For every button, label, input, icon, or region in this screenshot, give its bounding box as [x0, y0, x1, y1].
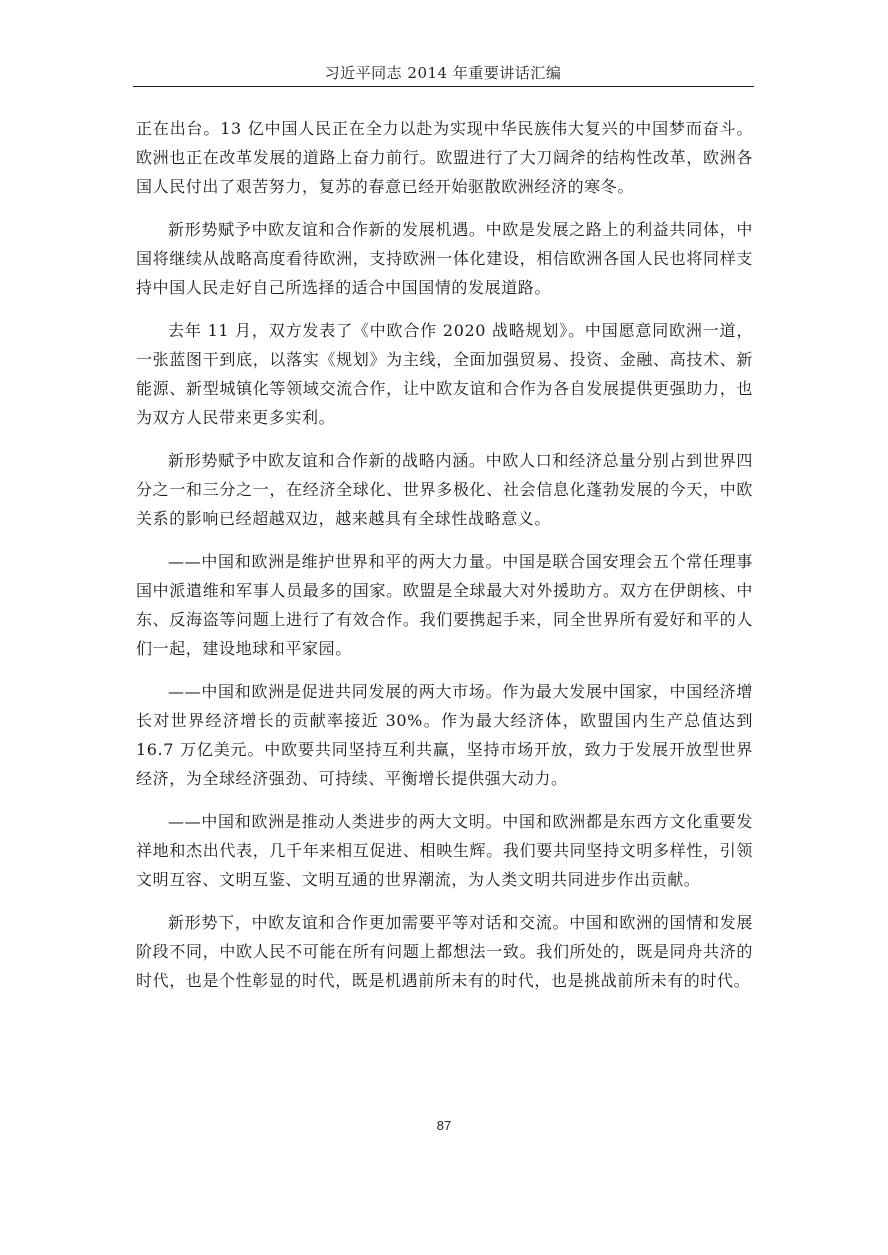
paragraph-6: ——中国和欧洲是促进共同发展的两大市场。作为最大发展中国家，中国经济增长对世界经济增长的贡献率接近 30%。作为最大经济体，欧盟国内生产总值达到 16.7 万亿美元。中欧要共同坚持互利共赢，坚持市场开放，致力于发展开放型世界经济，为全球经济强劲、可持续、平衡增长提供强大动力。: [136, 682, 753, 788]
page-number: 87: [436, 1118, 452, 1133]
header-divider: [133, 86, 754, 87]
paragraph-4: 新形势赋予中欧友谊和合作新的战略内涵。中欧人口和经济总量分别占到世界四分之一和三分之一，在经济全球化、世界多极化、社会信息化蓬勃发展的今天，中欧关系的影响已经超越双边，越来越具有全球性战略意义。: [136, 451, 753, 528]
document-body: [136, 114, 753, 1009]
running-header: 习近平同志 2014 年重要讲话汇编: [324, 64, 562, 82]
paragraph-1: 正在出台。13 亿中国人民正在全力以赴为实现中华民族伟大复兴的中国梦而奋斗。欧洲也正在改革发展的道路上奋力前行。欧盟进行了大刀阔斧的结构性改革，欧洲各国人民付出了艰苦努力，复苏的春意已经开始驱散欧洲经济的寒冬。: [136, 119, 753, 196]
paragraph-7: ——中国和欧洲是推动人类进步的两大文明。中国和欧洲都是东西方文化重要发祥地和杰出代表，几千年来相互促进、相映生辉。我们要共同坚持文明多样性，引领文明互容、文明互鉴、文明互通的世界潮流，为人类文明共同进步作出贡献。: [136, 812, 753, 889]
paragraph-3: 去年 11 月，双方发表了《中欧合作 2020 战略规划》。中国愿意同欧洲一道，一张蓝图干到底，以落实《规划》为主线，全面加强贸易、投资、金融、高技术、新能源、新型城镇化等领域交流合作，让中欧友谊和合作为各自发展提供更强助力，也为双方人民带来更多实利。: [136, 321, 753, 427]
paragraph-2: 新形势赋予中欧友谊和合作新的发展机遇。中欧是发展之路上的利益共同体，中国将继续从战略高度看待欧洲，支持欧洲一体化建设，相信欧洲各国人民也将同样支持中国人民走好自己所选择的适合中国国情的发展道路。: [136, 220, 753, 297]
paragraph-5: ——中国和欧洲是维护世界和平的两大力量。中国是联合国安理会五个常任理事国中派遣维和军事人员最多的国家。欧盟是全球最大对外援助方。双方在伊朗核、中东、反海盗等问题上进行了有效合作。我们要携起手来，同全世界所有爱好和平的人们一起，建设地球和平家园。: [136, 552, 753, 658]
paragraph-8: 新形势下，中欧友谊和合作更加需要平等对话和交流。中国和欧洲的国情和发展阶段不同，中欧人民不可能在所有问题上都想法一致。我们所处的，既是同舟共济的时代，也是个性彰显的时代，既是机遇前所未有的时代，也是挑战前所未有的时代。: [136, 913, 753, 990]
